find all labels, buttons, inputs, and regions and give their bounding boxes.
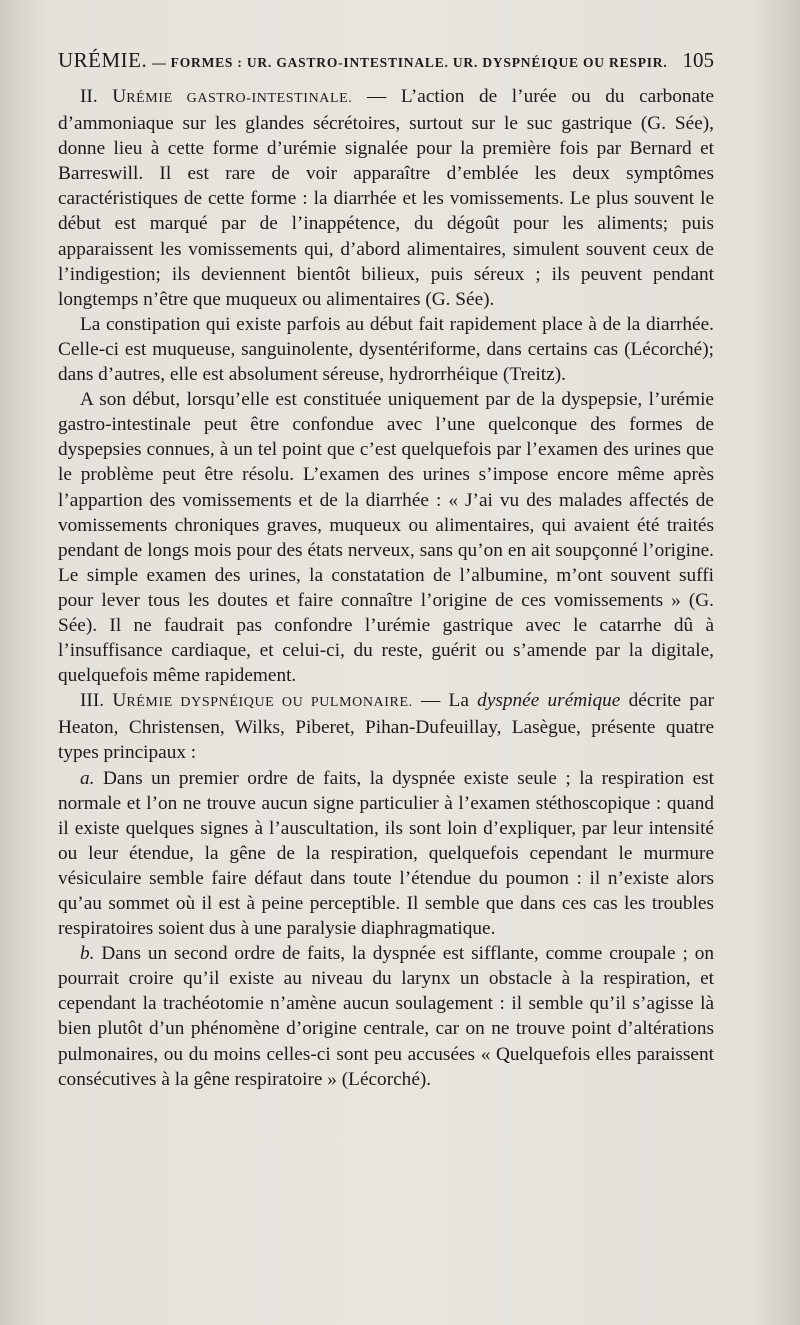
paragraph-text: Dans un premier ordre de faits, la dyspnée existe seule ; la respiration est normale et l’on ne trouve aucun signe particulier à l’examen stéthoscopique : quand il existe quelques signes à l’auscultation, ils sont loin d’expliquer, par leur intensité ou leur étendue, la gêne de la respiration, quelquefois cependant le murmure vésiculaire semble faire défaut dans toute l’étendue du poumon : il n’existe alors qu’au sommet où il est à peine perceptible. Il semble que dans ces cas les troubles respiratoires soient dus à une paralysie diaphragmatique.: [58, 767, 714, 940]
section-number: III.: [80, 690, 105, 712]
section-title: RÉMIE GASTRO-INTESTINALE.: [126, 91, 353, 106]
item-label: b.: [80, 943, 95, 965]
running-head-subtitle: — FORMES : UR. GASTRO-INTESTINALE. UR. DYSPNÉIQUE OU RESPIR.: [152, 55, 668, 70]
paragraph-uremie-gastro-intestinale: [58, 84, 714, 312]
paragraph-uremie-dyspneique: [58, 688, 714, 765]
emphasized-term: dyspnée urémique: [477, 690, 621, 712]
paragraph-type-a: [58, 766, 714, 942]
running-head-title: URÉMIE.: [58, 48, 148, 72]
item-label: a.: [80, 767, 95, 789]
paragraph-constipation: La constipation qui existe parfois au début fait rapidement place à de la diarrhée. Celle-ci est muqueuse, sanguinolente, dysentériforme, dans certains cas (Lécorché); dans d’autres, elle est absolument séreuse, hydrorrhéique (Treitz).: [58, 313, 714, 386]
paragraph-text: décrite par Heaton, Christensen, Wilks, Piberet, Pihan-Dufeuillay, Lasègue, présente quatre types principaux :: [58, 690, 714, 764]
paragraph-lead: — La: [421, 690, 478, 712]
page-header: [58, 48, 714, 76]
paragraph-debut: A son début, lorsqu’elle est constituée uniquement par de la dyspepsie, l’urémie gastro-intestinale peut être confondue avec l’une quelconque des formes de dyspepsies connues, à un tel point que c’est quelquefois par l’examen des urines que le problème peut être résolu. L’examen des urines s’impose encore même après l’appartion des vomissements et de la diarrhée : « J’ai vu des malades affectés de vomissements chroniques graves, muqueux ou alimentaires, qui avaient été traités pendant de longs mois pour des états nerveux, sans qu’on en ait soupçonné l’origine. Le simple examen des urines, la constatation de l’albumine, m’ont souvent suffi pour lever tous les doutes et faire connaître l’origine de ces vomissements » (G. Sée). Il ne faudrait pas confondre l’urémie gastrique avec le catarrhe dû à l’insuffisance cardiaque, et celui-ci, du reste, guérit ou s’amende par la digitale, quelquefois même rapidement.: [58, 389, 714, 687]
page-number: 105: [682, 48, 714, 72]
section-title-initial: U: [112, 86, 127, 107]
paragraph-type-b: [58, 941, 714, 1092]
section-title: RÉMIE DYSPNÉIQUE OU PULMONAIRE.: [126, 695, 413, 711]
section-title-initial: U: [112, 690, 127, 712]
paragraph-text: Dans un second ordre de faits, la dyspnée est sifflante, comme croupale ; on pourrait croire qu’il existe au niveau du larynx un obstacle à la respiration, et cependant la trachéotomie n’amène aucun soulagement : il semble qu’il s’agisse là bien plutôt d’un phénomène d’origine centrale, car on ne trouve point d’altérations pulmonaires, ou du moins celles-ci sont peu accusées « Quelquefois elles paraissent consécutives à la gêne respiratoire » (Lécorché).: [58, 943, 714, 1090]
running-head: [58, 48, 668, 73]
section-number: II.: [80, 86, 98, 107]
paragraph-text: — L’action de l’urée ou du carbonate d’ammoniaque sur les glandes sécrétoires, surtout sur le suc gastrique (G. Sée), donne lieu à cette forme d’urémie signalée pour la première fois par Bernard et Barreswill. Il est rare de voir apparaître d’emblée les deux symptômes caractéristiques de cette forme : la diarrhée et les vomissements. Le plus souvent le début est marqué par de l’inappétence, du dégoût pour les aliments; puis apparaissent les vomissements qui, d’abord alimentaires, simulent souvent ceux de l’indigestion; ils deviennent bientôt bilieux, puis séreux ; ils peuvent pendant longtemps n’être que muqueux ou alimentaires (G. Sée).: [58, 86, 715, 310]
page-body: [58, 84, 714, 1092]
